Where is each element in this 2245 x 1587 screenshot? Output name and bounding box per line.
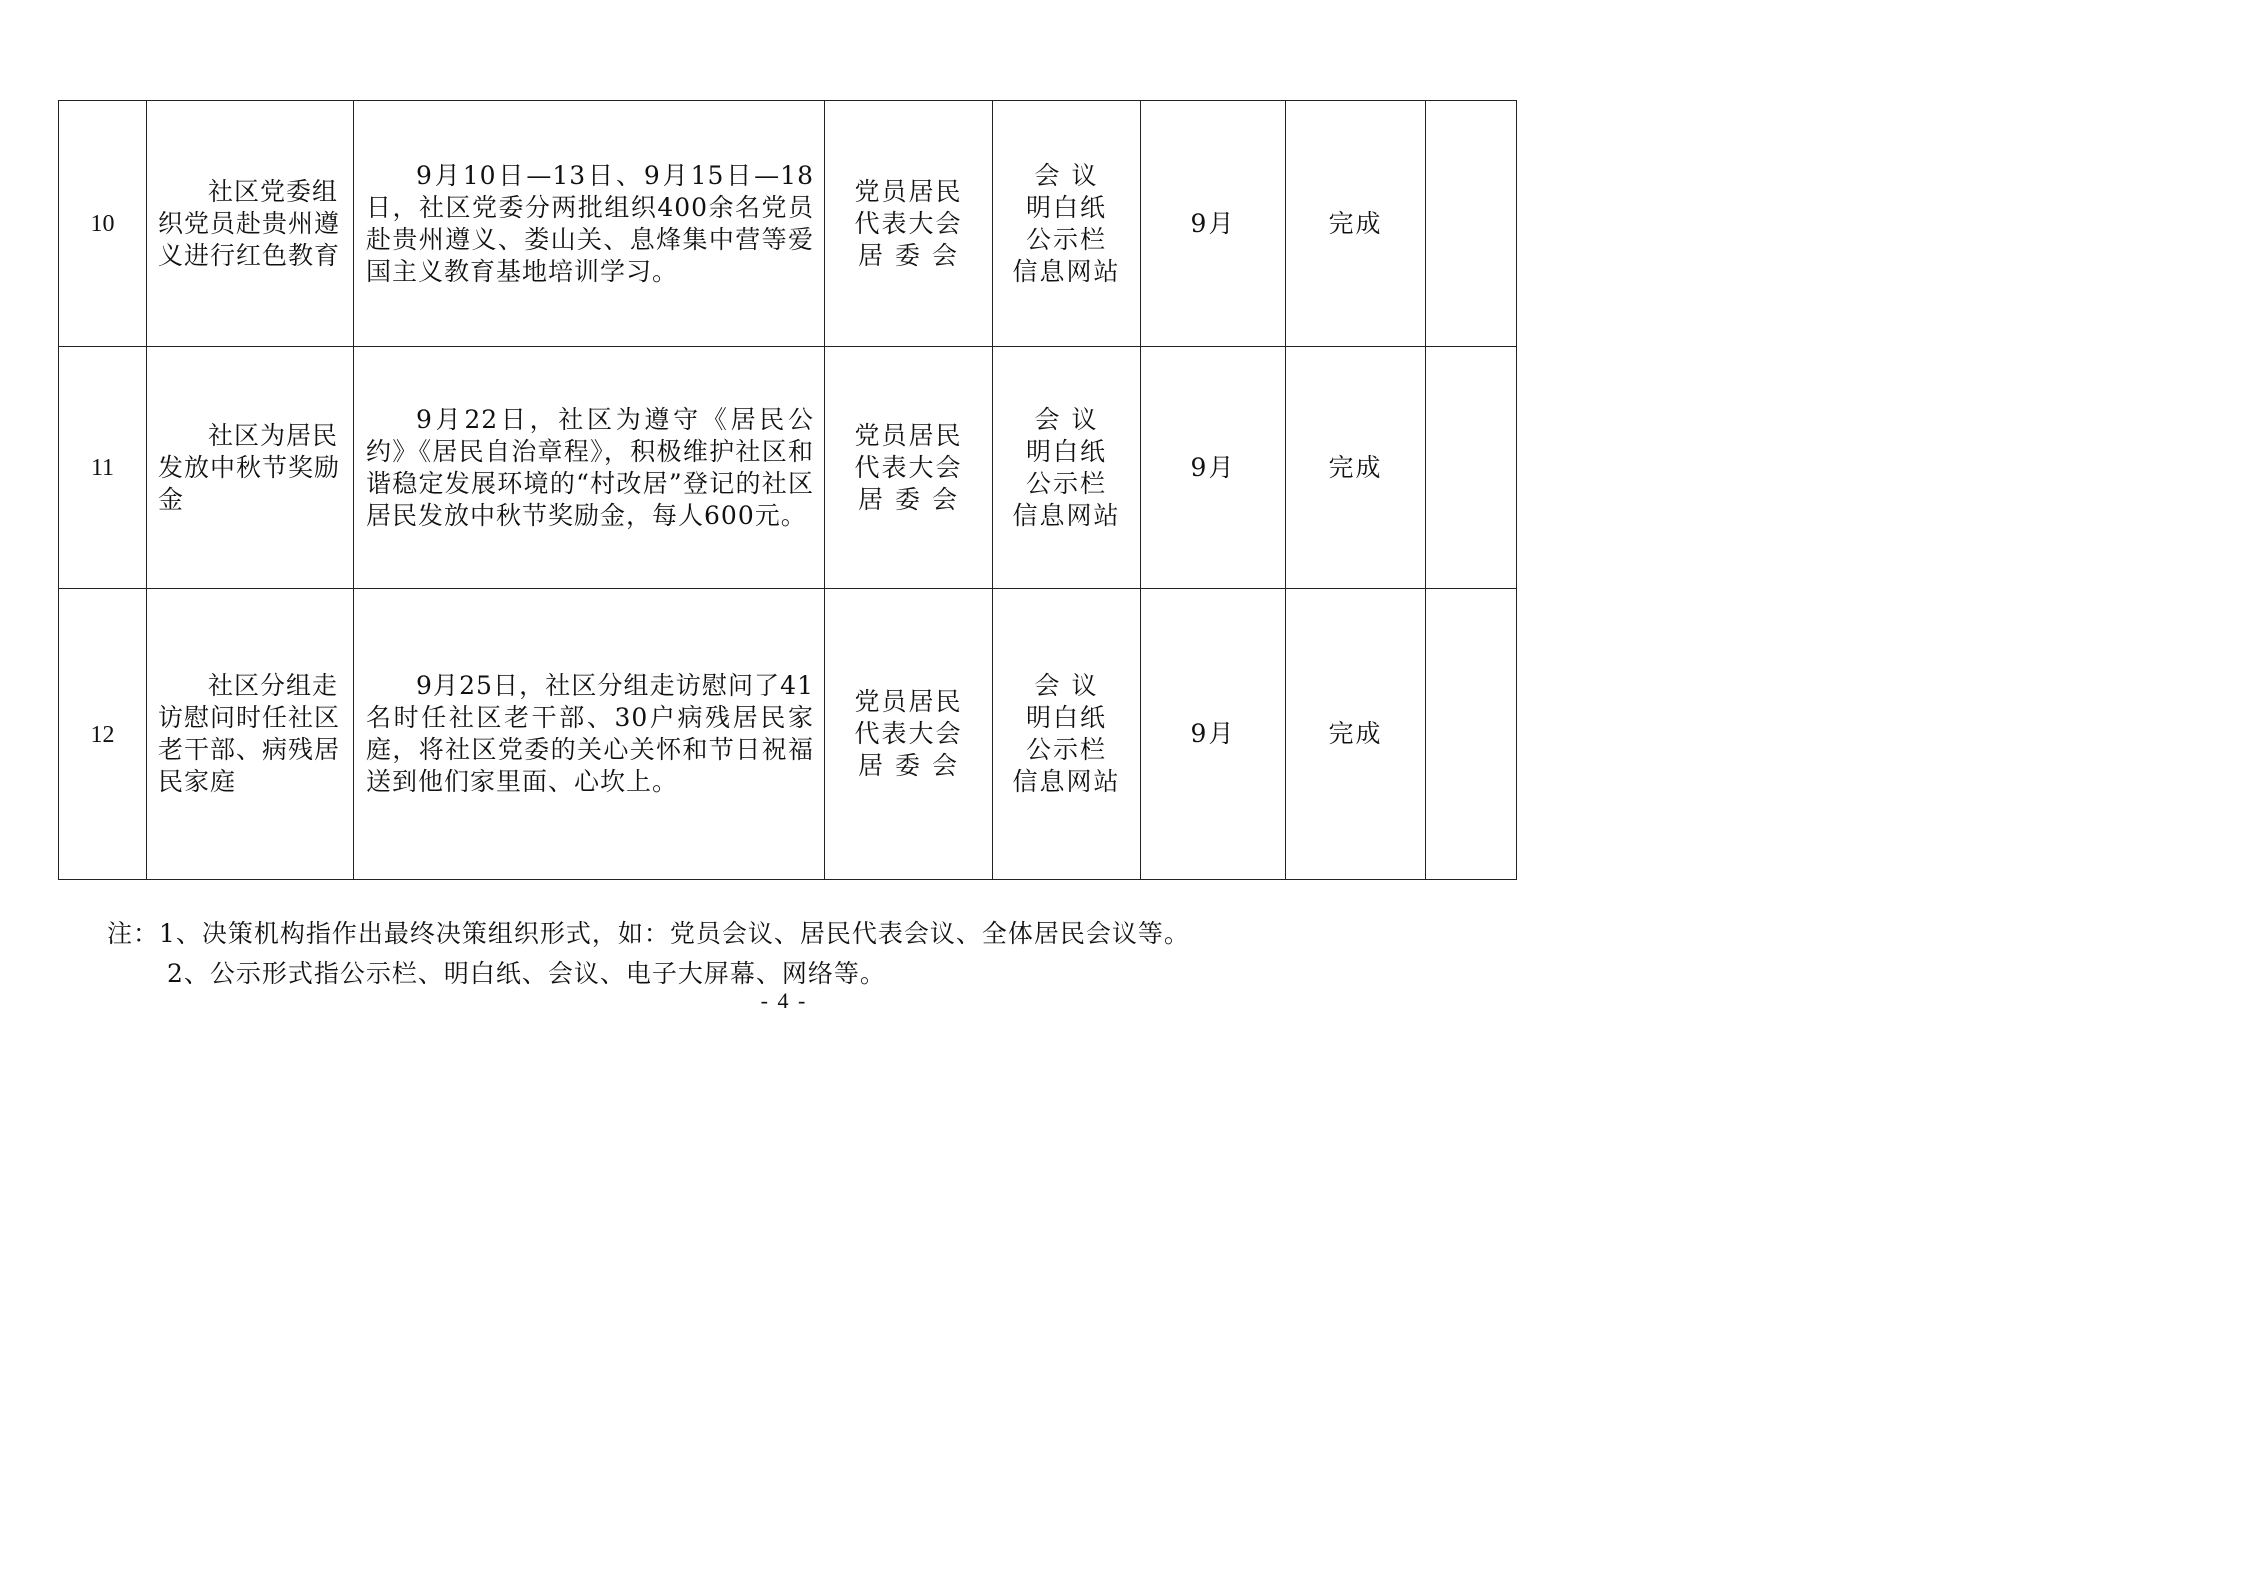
publicity-form-line: 明白纸 — [1025, 192, 1107, 222]
row-number-cell — [59, 101, 147, 347]
publicity-form-line: 公示栏 — [1025, 735, 1107, 764]
time-text: 9月 — [1190, 452, 1236, 482]
decision-org-line: 代表大会 — [854, 452, 963, 482]
decision-org-line: 代表大会 — [854, 719, 963, 748]
decision-org-line: 代表大会 — [854, 208, 963, 238]
publicity-form-line: 会 议 — [1034, 404, 1099, 434]
content-text: 9月10日—13日、9月15日—18日，社区党委分两批组织400余名党员赴贵州遵义、娄山关、息烽集中营等爱国主义教育基地培训学习。 — [366, 160, 814, 286]
item-cell — [147, 589, 354, 880]
publicity-form-cell — [993, 589, 1141, 880]
time-cell — [1141, 101, 1286, 347]
table-notes — [107, 914, 1190, 994]
publicity-form-line: 信息网站 — [1012, 256, 1121, 286]
status-text: 完成 — [1328, 208, 1383, 238]
publicity-form-line: 公示栏 — [1025, 224, 1107, 254]
content-cell — [354, 589, 825, 880]
publicity-form-line: 明白纸 — [1025, 436, 1107, 466]
community-affairs-table — [58, 100, 1517, 880]
time-text: 9月 — [1190, 719, 1236, 748]
time-cell — [1141, 347, 1286, 589]
row-number: 10 — [90, 211, 115, 237]
content-text: 9月22日，社区为遵守《居民公约》《居民自治章程》，积极维护社区和谐稳定发展环境的“村改居”登记的社区居民发放中秋节奖励金，每人600元。 — [366, 404, 814, 530]
note-line-1: 注：1、决策机构指作出最终决策组织形式，如：党员会议、居民代表会议、全体居民会议等。 — [107, 919, 1190, 948]
publicity-form-line: 明白纸 — [1025, 703, 1107, 732]
item-cell — [147, 347, 354, 589]
publicity-form-line: 会 议 — [1034, 160, 1099, 190]
publicity-form-cell — [993, 347, 1141, 589]
note-cell — [1426, 347, 1517, 589]
table-row — [59, 589, 1517, 880]
status-cell — [1286, 101, 1426, 347]
table-row — [59, 101, 1517, 347]
content-text: 9月25日，社区分组走访慰问了41名时任社区老干部、30户病残居民家庭，将社区党委的关心关怀和节日祝福送到他们家里面、心坎上。 — [366, 671, 814, 796]
item-text: 社区党委组织党员赴贵州遵义进行红色教育 — [158, 176, 341, 270]
decision-org-line: 居 委 会 — [858, 751, 959, 780]
decision-org-cell — [825, 589, 993, 880]
row-number: 12 — [90, 721, 115, 748]
publicity-form-line: 会 议 — [1034, 671, 1099, 700]
status-text: 完成 — [1328, 452, 1383, 482]
note-cell — [1426, 101, 1517, 347]
row-number: 11 — [90, 455, 115, 481]
document-page — [0, 0, 1568, 1109]
row-number-cell — [59, 347, 147, 589]
item-cell — [147, 101, 354, 347]
time-cell — [1141, 589, 1286, 880]
page-number: - 4 - — [760, 988, 808, 1013]
publicity-form-line: 公示栏 — [1025, 468, 1107, 498]
status-cell — [1286, 589, 1426, 880]
content-cell — [354, 347, 825, 589]
decision-org-cell — [825, 101, 993, 347]
time-text: 9月 — [1190, 208, 1236, 238]
row-number-cell — [59, 589, 147, 880]
decision-org-line: 居 委 会 — [858, 484, 959, 514]
publicity-form-line: 信息网站 — [1012, 500, 1121, 530]
note-cell — [1426, 589, 1517, 880]
item-text: 社区为居民发放中秋节奖励金 — [158, 420, 341, 514]
publicity-form-cell — [993, 101, 1141, 347]
decision-org-line: 居 委 会 — [858, 240, 959, 270]
item-text: 社区分组走访慰问时任社区老干部、病残居民家庭 — [158, 671, 341, 796]
decision-org-cell — [825, 347, 993, 589]
publicity-form-line: 信息网站 — [1012, 767, 1121, 796]
decision-org-line: 党员居民 — [854, 176, 963, 206]
status-cell — [1286, 347, 1426, 589]
note-line-2: 2、公示形式指公示栏、明白纸、会议、电子大屏幕、网络等。 — [167, 959, 886, 988]
decision-org-line: 党员居民 — [854, 420, 963, 450]
table-row — [59, 347, 1517, 589]
decision-org-line: 党员居民 — [854, 687, 963, 716]
content-cell — [354, 101, 825, 347]
status-text: 完成 — [1328, 719, 1383, 748]
